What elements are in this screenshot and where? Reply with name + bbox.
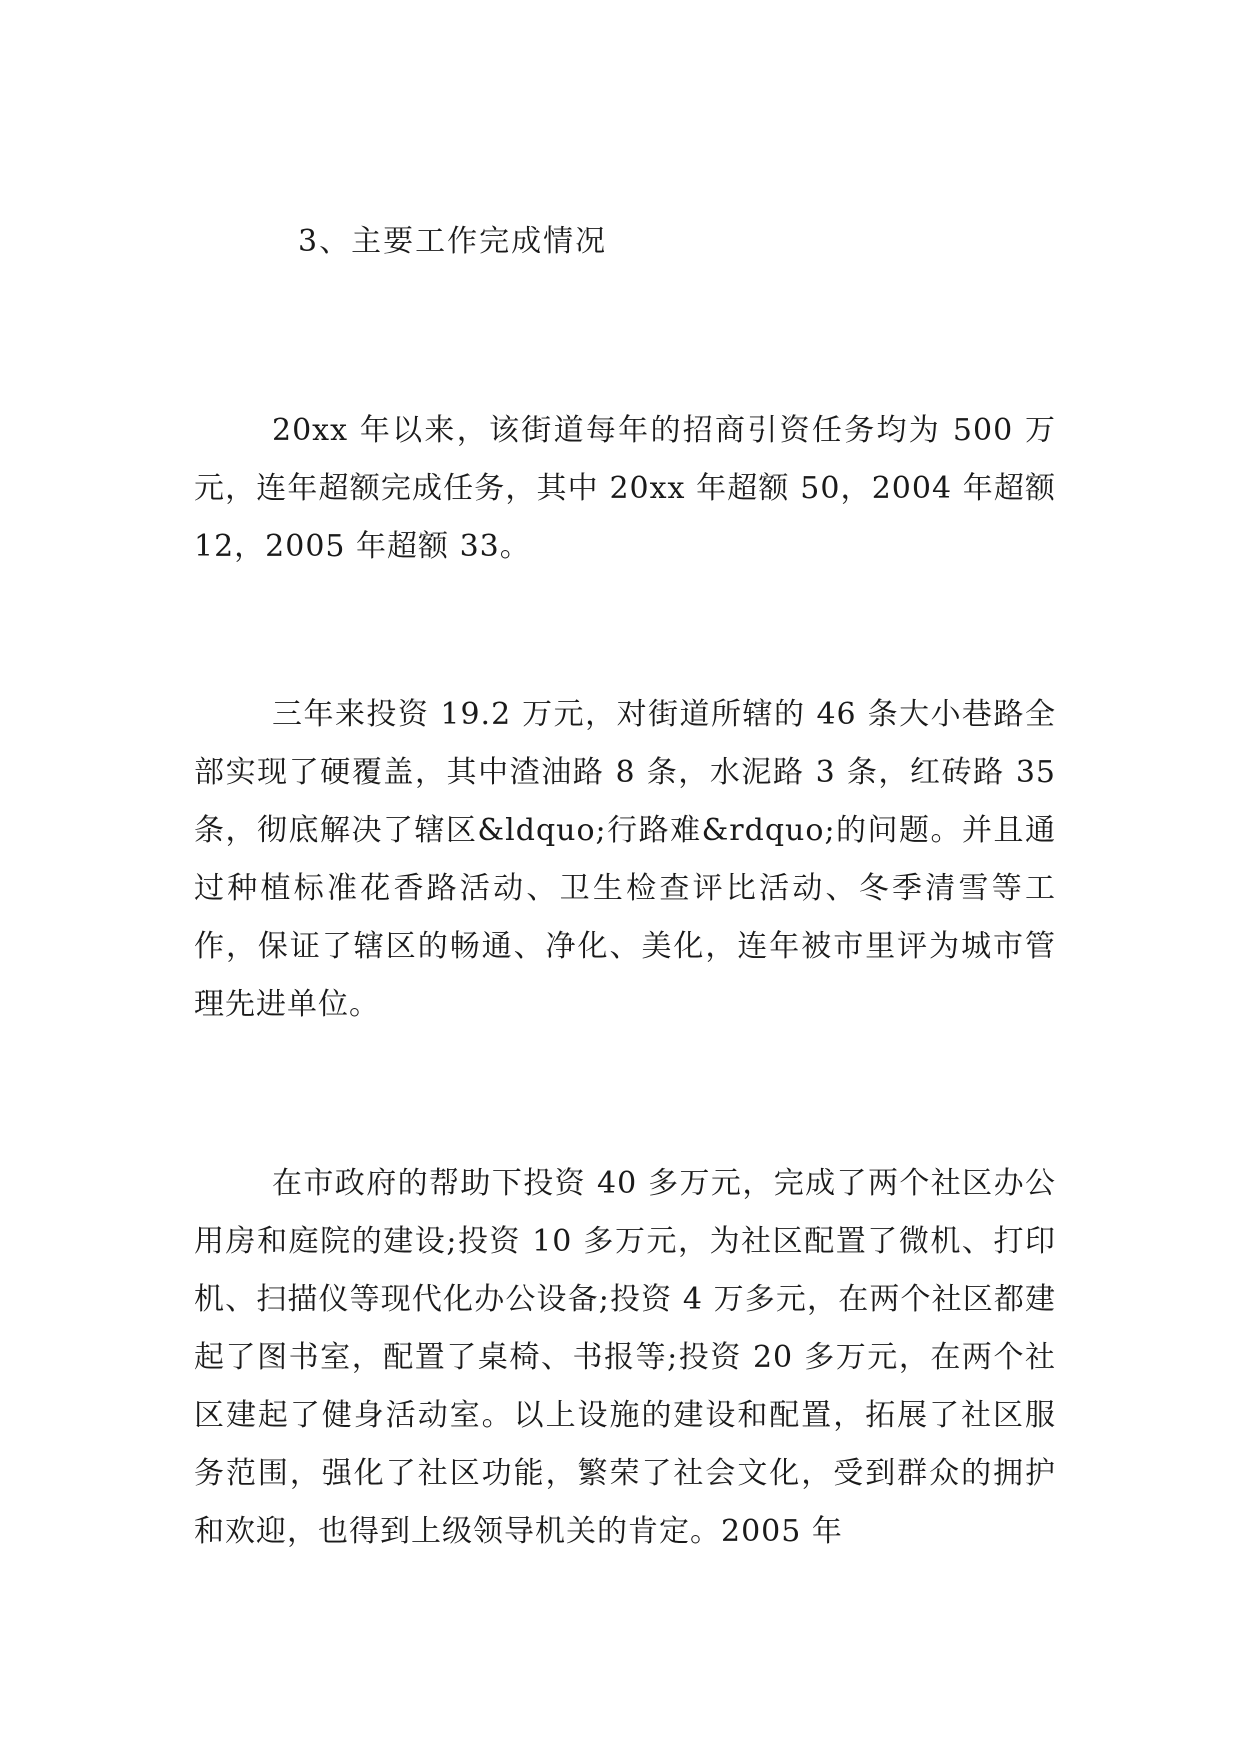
section-heading: 3、主要工作完成情况 — [298, 224, 608, 259]
paragraph-road-construction: 三年来投资 19.2 万元，对街道所辖的 46 条大小巷路全部实现了硬覆盖，其中渣油路 8 条，水泥路 3 条，红砖路 35 条，彻底解决了辖区&ldquo;行路难&rdquo;的问题。并且通过种植标准花香路活动、卫生检查评比活动、冬季清雪等工作，保证了辖区的畅通、净化、美化，连年被市里评为城市管理先进单位。 — [194, 697, 1056, 1022]
paragraph-investment-attraction: 20xx 年以来，该街道每年的招商引资任务均为 500 万元，连年超额完成任务，其中 20xx 年超额 50，2004 年超额 12，2005 年超额 33。 — [194, 413, 1056, 564]
paragraph-community-facilities: 在市政府的帮助下投资 40 多万元，完成了两个社区办公用房和庭院的建设;投资 10 多万元，为社区配置了微机、打印机、扫描仪等现代化办公设备;投资 4 万多元，在两个社区都建起了图书室，配置了桌椅、书报等;投资 20 多万元，在两个社区建起了健身活动室。以上设施的建设和配置，拓展了社区服务范围，强化了社区功能，繁荣了社会文化，受到群众的拥护和欢迎，也得到上级领导机关的肯定。2005 年 — [194, 1166, 1056, 1549]
